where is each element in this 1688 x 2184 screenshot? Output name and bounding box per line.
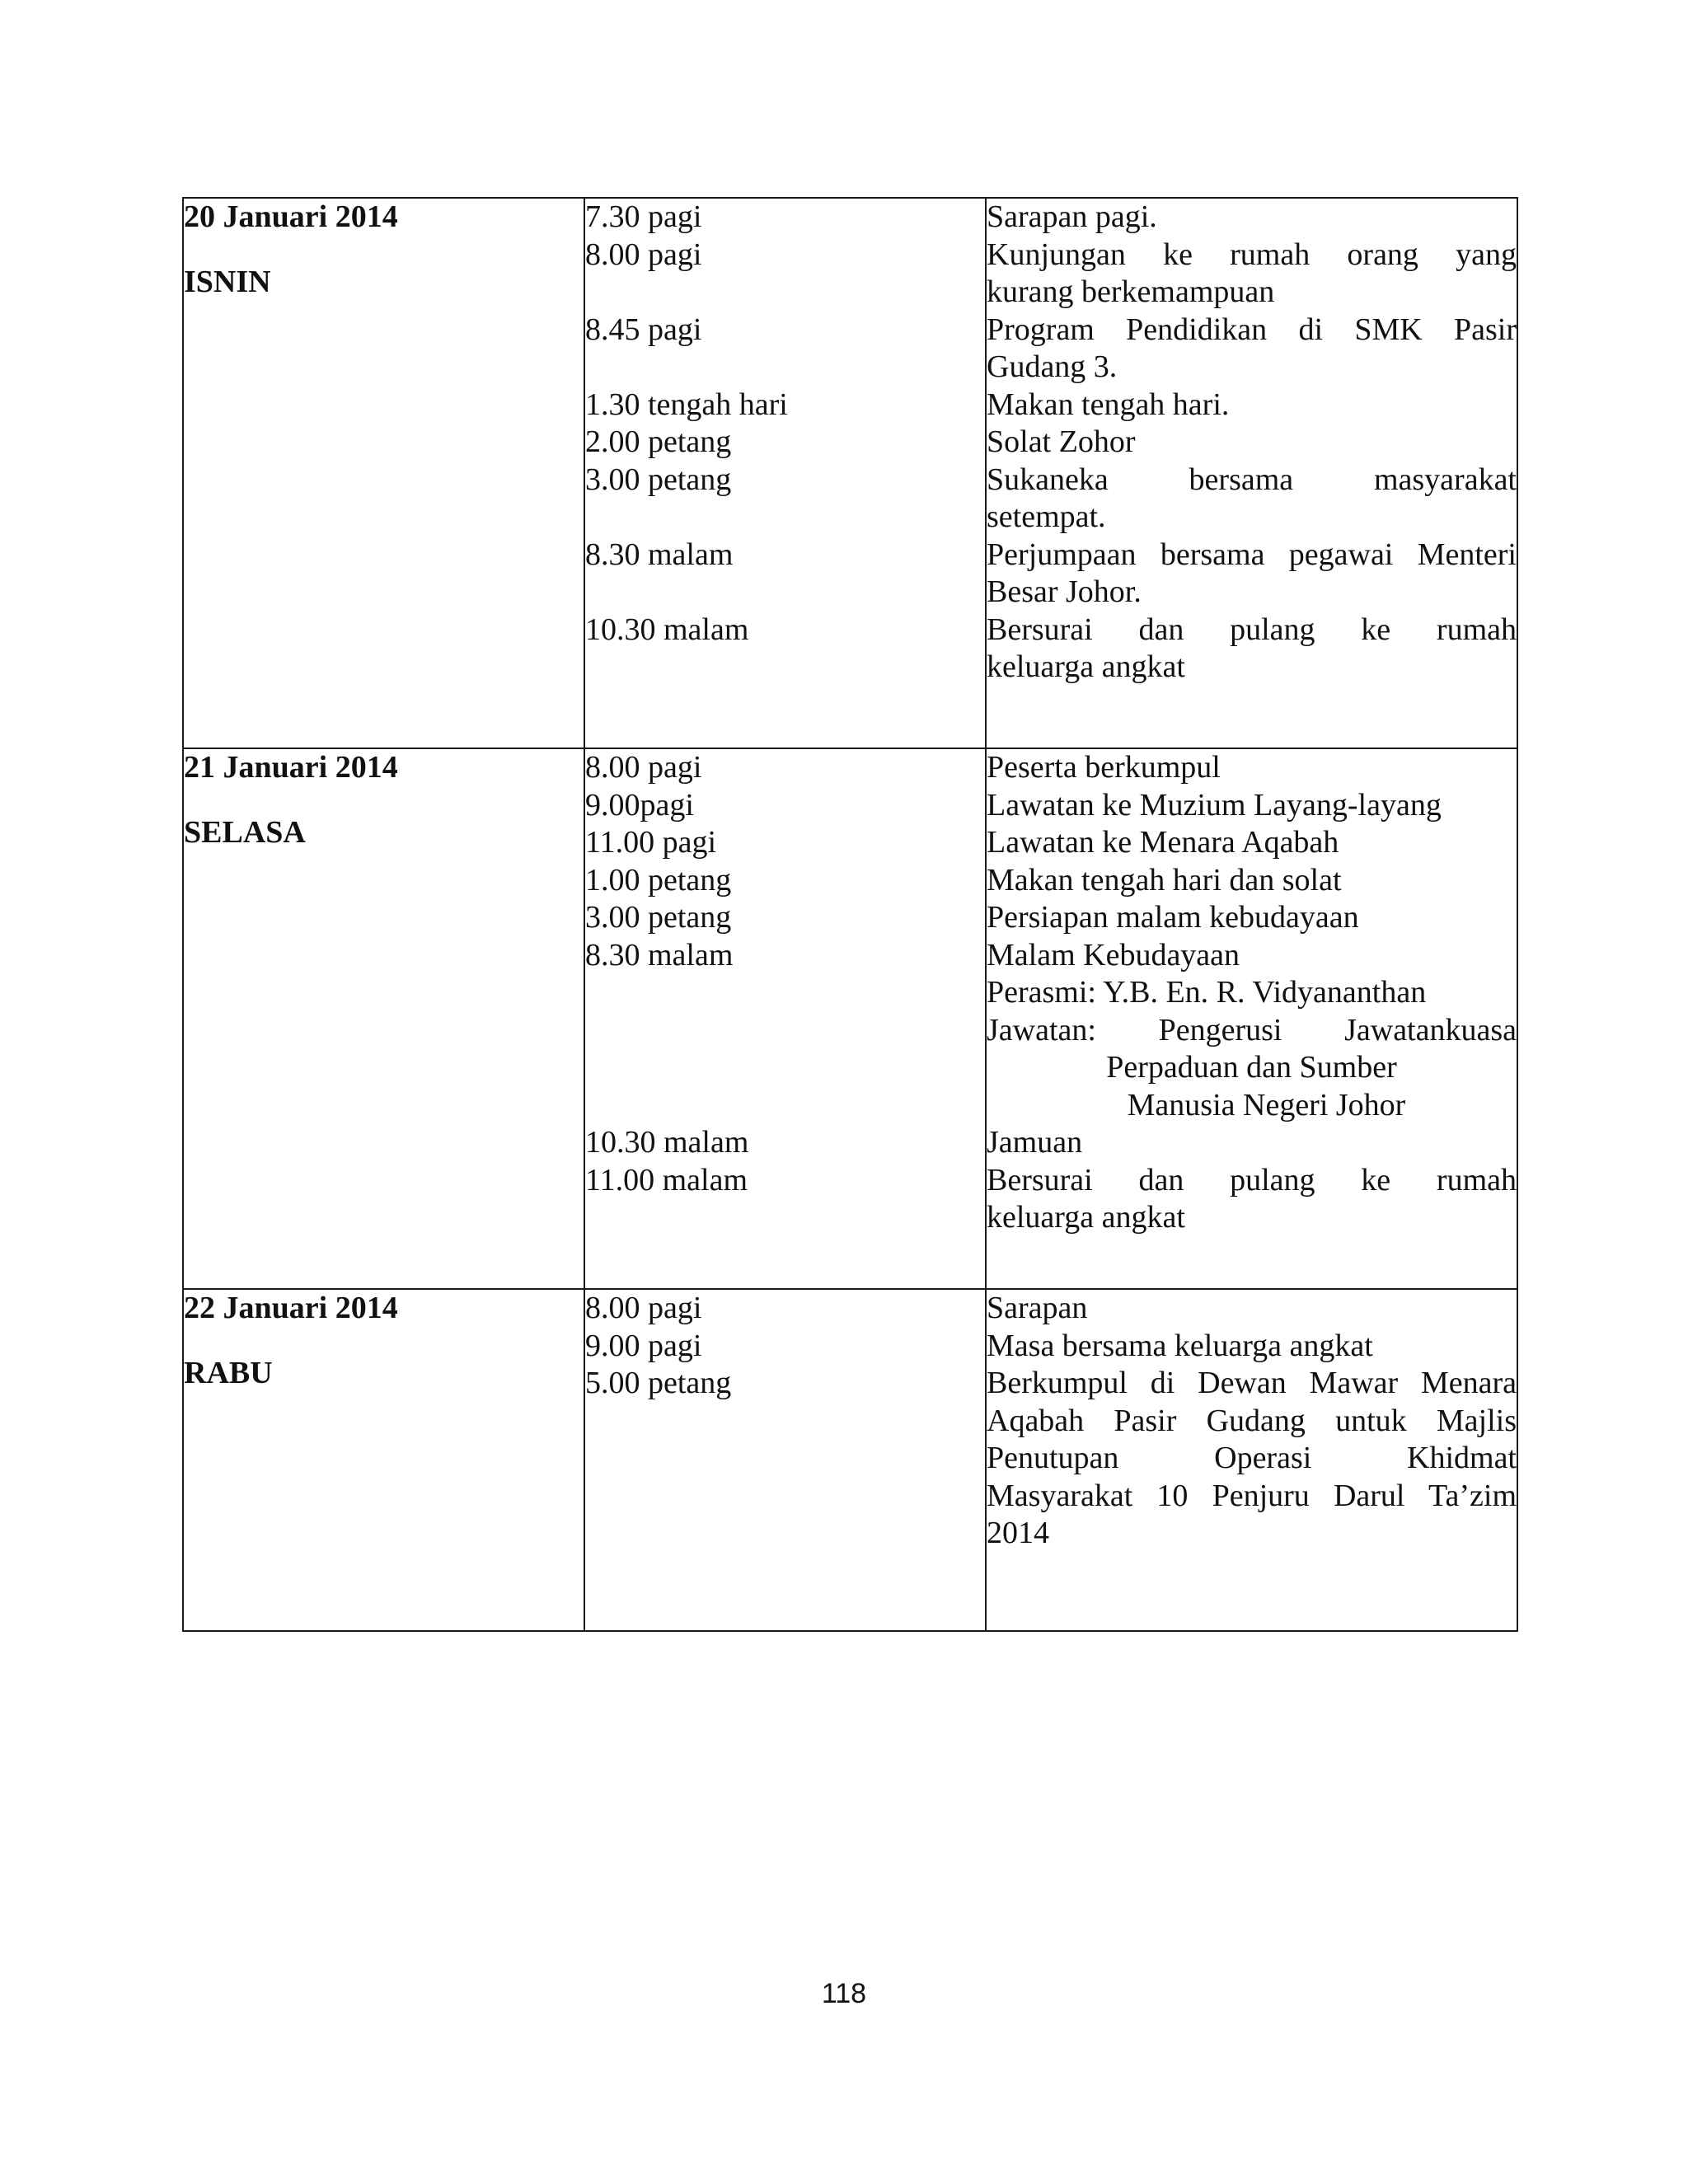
time-entry: 10.30 malam [585,612,749,647]
activity-line: Jawatan: Pengerusi Jawatankuasa [987,1012,1517,1047]
activity-line: Jamuan [987,1125,1083,1160]
day-date: 20 Januari 2014 [184,199,398,234]
day-cell [183,748,584,1289]
activity-line: Berkumpul di Dewan Mawar Menara [987,1366,1517,1400]
activity-line: Masa bersama keluarga angkat [987,1328,1373,1363]
time-entry: 8.45 pagi [585,312,702,347]
activity-line: Bersurai dan pulang ke rumah [987,612,1517,647]
time-cell [584,748,986,1289]
activity-line: Solat Zohor [987,424,1136,459]
time-entry: 8.00 pagi [585,237,702,272]
activity-line: keluarga angkat [987,649,1185,684]
activity-line: Besar Johor. [987,574,1142,609]
time-entry: 3.00 petang [585,900,732,935]
time-entry: 8.00 pagi [585,1291,702,1325]
schedule-row [183,198,1517,748]
activity-line: Masyarakat 10 Penjuru Darul Ta’zim [987,1478,1517,1513]
activity-cell [986,748,1517,1289]
time-entry: 1.30 tengah hari [585,387,788,422]
time-cell [584,198,986,748]
page-number: 118 [821,1978,867,2009]
time-entry: 9.00 pagi [585,1328,702,1363]
day-cell [183,1289,584,1631]
activity-line: Program Pendidikan di SMK Pasir [987,312,1517,347]
activity-cell [986,1289,1517,1631]
activity-line: Perpaduan dan Sumber [1106,1050,1397,1085]
activity-line: Lawatan ke Muzium Layang-layang [987,787,1442,823]
time-entry: 5.00 petang [585,1366,732,1400]
activity-line: Peserta berkumpul [987,750,1221,785]
activity-line: Sukaneka bersama masyarakat [987,462,1517,497]
activity-line: Malam Kebudayaan [987,937,1240,972]
activity-line: Aqabah Pasir Gudang untuk Majlis [987,1403,1517,1438]
activity-line: Sarapan pagi. [987,199,1157,234]
time-entry: 8.00 pagi [585,750,702,785]
day-cell [183,198,584,748]
schedule-row [183,1289,1517,1631]
schedule-row [183,748,1517,1289]
time-entry: 11.00 malam [585,1162,748,1197]
activity-line: Lawatan ke Menara Aqabah [987,825,1339,860]
day-date: 22 Januari 2014 [184,1291,398,1325]
day-name: SELASA [184,815,306,850]
time-entry: 7.30 pagi [585,199,702,234]
activity-line: setempat. [987,499,1106,534]
activity-line: Manusia Negeri Johor [1127,1087,1406,1122]
activity-line: Sarapan [987,1291,1088,1325]
activity-line: Persiapan malam kebudayaan [987,900,1359,935]
activity-line: Kunjungan ke rumah orang yang [987,237,1517,272]
activity-line: 2014 [987,1516,1049,1550]
activity-line: Makan tengah hari dan solat [987,862,1342,898]
time-entry: 3.00 petang [585,462,732,497]
day-date: 21 Januari 2014 [184,750,398,785]
day-name: RABU [184,1356,273,1390]
schedule-table [182,197,1518,1632]
activity-line: Gudang 3. [987,349,1118,384]
activity-line: Perjumpaan bersama pegawai Menteri [987,537,1517,572]
time-cell [584,1289,986,1631]
activity-line: Makan tengah hari. [987,387,1230,422]
time-entry: 8.30 malam [585,537,734,572]
day-name: ISNIN [184,265,271,299]
time-entry: 11.00 pagi [585,825,717,860]
time-entry: 8.30 malam [585,937,734,972]
time-entry: 10.30 malam [585,1125,749,1160]
activity-line: kurang berkemampuan [987,274,1275,309]
activity-line: Penutupan Operasi Khidmat [987,1441,1517,1475]
activity-line: Perasmi: Y.B. En. R. Vidyananthan [987,975,1427,1010]
activity-line: keluarga angkat [987,1200,1185,1235]
time-entry: 2.00 petang [585,424,732,459]
time-entry: 1.00 petang [585,862,732,898]
time-entry: 9.00pagi [585,787,694,823]
activity-cell [986,198,1517,748]
activity-line: Bersurai dan pulang ke rumah [987,1162,1517,1197]
